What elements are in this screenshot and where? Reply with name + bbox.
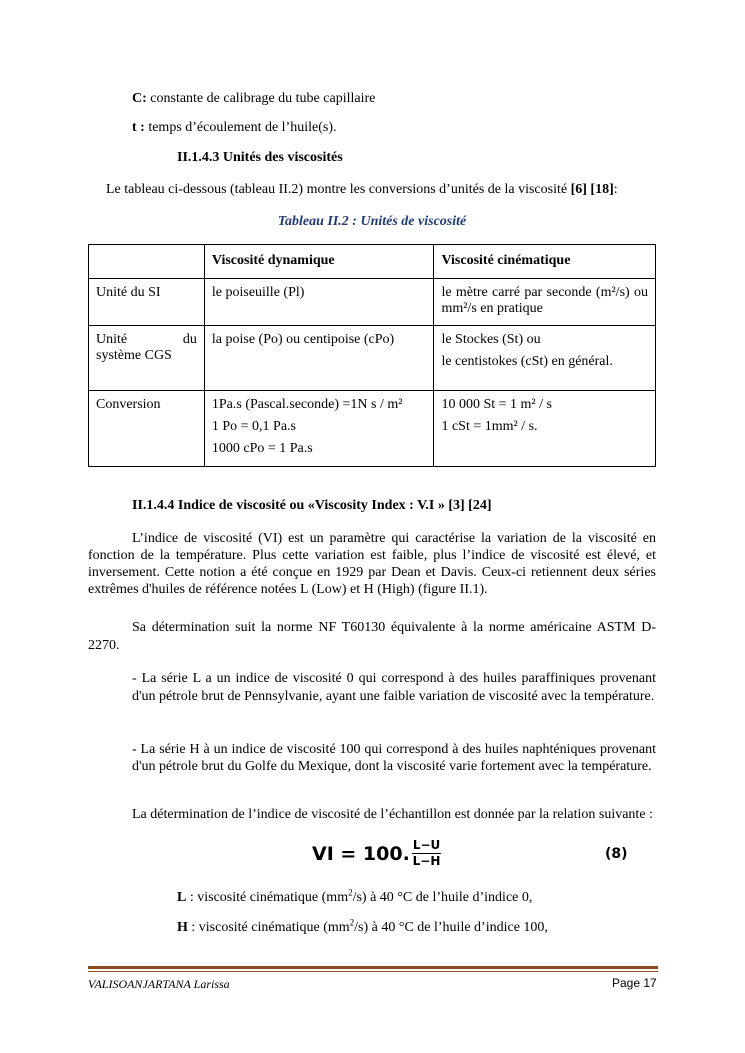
bullet-series-h: - La série H à un indice de viscosité 100 qui correspond à des huiles naphténiques provenant d'un pétrole brut du Golfe du Mexique, dont la viscosité varie fortement avec la température.	[132, 742, 656, 774]
equation-number: (8)	[605, 846, 628, 862]
header-cell-kinematic: Viscosité cinématique	[434, 245, 656, 279]
paragraph-standard: Sa détermination suit la norme NF T60130 équivalente à la norme américaine ASTM D-2270.	[88, 620, 656, 653]
dynamic-cell: le poiseuille (Pl)	[204, 279, 434, 326]
footer-page-number: Page 17	[612, 976, 657, 990]
paragraph-vi-definition: L’indice de viscosité (VI) est un paramètre qui caractérise la variation de la viscosité en fonction de la température. Plus cette variation est faible, plus l’indice de viscosité est élevé, et inversement. Cette notion a été conçue en 1929 par Dean et Davis. Ceux-ci retiennent deux séries extrêmes d'huiles de référence notées L (Low) et H (High) (figure II.1).	[88, 531, 656, 597]
kinematic-cell: le mètre carré par seconde (m²/s) ou mm²/s en pratique	[434, 279, 656, 326]
viscosity-units-table	[88, 244, 656, 467]
paragraph-relation: La détermination de l’indice de viscosité de l’échantillon est donnée par la relation suivante :	[132, 807, 653, 822]
row-label: Conversion	[89, 391, 205, 467]
formula-lhs: VI = 100.	[312, 842, 410, 865]
dynamic-cell: 1Pa.s (Pascal.seconde) =1N s / m² 1 Po = 0,1 Pa.s 1000 cPo = 1 Pa.s	[204, 391, 434, 467]
dynamic-cell: la poise (Po) ou centipoise (cPo)	[204, 326, 434, 391]
definition-t: t : temps d’écoulement de l’huile(s).	[132, 120, 337, 135]
definition-h: H : viscosité cinématique $(mm^2/s)$ à 40 °C de l’huile d’indice 100,	[177, 917, 548, 935]
table-caption: Tableau II.2 : Unités de viscosité	[277, 214, 467, 229]
formula-numerator: L−U	[412, 838, 441, 852]
footer-rule-thick	[88, 966, 658, 969]
definition-l: L : viscosité cinématique $(mm^2/s)$ à 40 °C de l’huile d’indice 0,	[177, 887, 533, 905]
table-row	[89, 391, 656, 467]
table-header-row	[89, 245, 656, 279]
formula-fraction	[412, 838, 441, 869]
table-row	[89, 279, 656, 326]
definition-c: C: constante de calibrage du tube capillaire	[132, 91, 376, 106]
row-label: Unité du système CGS	[89, 326, 205, 391]
kinematic-cell: 10 000 St = 1 m² / s 1 cSt = 1mm² / s.	[434, 391, 656, 467]
section-heading-units: II.1.4.3 Unités des viscosités	[177, 150, 343, 165]
footer-author: VALISOANJARTANA Larissa	[88, 977, 230, 991]
table-intro: Le tableau ci-dessous (tableau II.2) montre les conversions d’unités de la viscosité [6] [18]:	[106, 182, 618, 197]
formula-denominator: L−H	[412, 854, 441, 868]
kinematic-cell: le Stockes (St) ou le centistokes (cSt) en général.	[434, 326, 656, 391]
vi-formula	[312, 838, 441, 869]
footer-rule-thin	[88, 971, 658, 972]
section-heading-vi: II.1.4.4 Indice de viscosité ou «Viscosity Index : V.I » [3] [24]	[132, 498, 492, 513]
table-row	[89, 326, 656, 391]
header-cell-empty	[89, 245, 205, 279]
header-cell-dynamic: Viscosité dynamique	[204, 245, 434, 279]
bullet-series-l: - La série L a un indice de viscosité 0 qui correspond à des huiles paraffiniques provenant d'un pétrole brut de Pennsylvanie, ayant une faible variation de viscosité avec la température.	[132, 671, 656, 704]
row-label: Unité du SI	[89, 279, 205, 326]
